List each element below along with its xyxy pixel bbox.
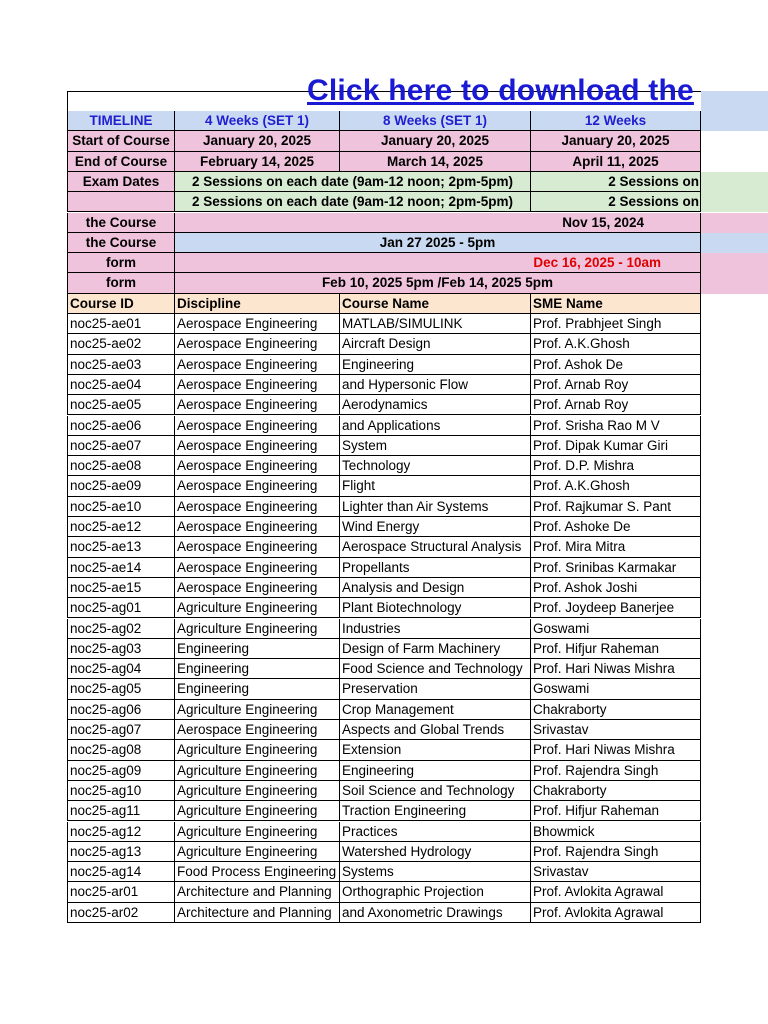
cell-sme-name: Prof. A.K.Ghosh [531,476,701,496]
exam2-sessions-4-8: 2 Sessions on each date (9am-12 noon; 2pm-5pm) [175,192,531,212]
table-row [67,842,701,862]
timeline-overflow-fill [701,111,768,131]
table-row [67,537,701,557]
timeline-4weeks: 4 Weeks (SET 1) [175,111,340,131]
end-label: End of Course [67,152,175,172]
table-row [67,456,701,476]
column-header-row [67,294,701,314]
cell-sme-name: Srivastav [531,862,701,882]
cell-sme-name: Prof. Avlokita Agrawal [531,903,701,923]
cell-sme-name: Prof. Ashok De [531,355,701,375]
cell-discipline: Aerospace Engineering [175,517,340,537]
course-deadline-row-2 [67,233,701,253]
cell-discipline: Aerospace Engineering [175,314,340,334]
cell-course-name: Analysis and Design [340,578,531,598]
exam-overflow-fill [701,172,768,192]
course1-label: the Course [67,213,175,233]
exam2-label [67,192,175,212]
cell-sme-name: Bhowmick [531,822,701,842]
cell-course-id: noc25-ag12 [67,822,175,842]
cell-sme-name: Prof. Srisha Rao M V [531,416,701,436]
exam2-sessions-12: 2 Sessions on [531,192,701,212]
cell-course-id: noc25-ag05 [67,679,175,699]
table-row [67,598,701,618]
course2-label: the Course [67,233,175,253]
cell-discipline: Aerospace Engineering [175,456,340,476]
exam-sessions-12: 2 Sessions on [531,172,701,192]
cell-sme-name: Prof. Hari Niwas Mishra [531,740,701,760]
course1-date: Nov 15, 2024 [175,213,701,233]
cell-course-name: Watershed Hydrology [340,842,531,862]
table-row [67,903,701,923]
cell-discipline: Agriculture Engineering [175,740,340,760]
cell-sme-name: Prof. Rajendra Singh [531,761,701,781]
cell-course-id: noc25-ae03 [67,355,175,375]
cell-discipline: Agriculture Engineering [175,801,340,821]
end-12weeks: April 11, 2025 [531,152,701,172]
course2-overflow-fill [701,233,768,253]
course2-date: Jan 27 2025 - 5pm [175,233,701,253]
cell-discipline: Agriculture Engineering [175,781,340,801]
cell-sme-name: Prof. Ashok Joshi [531,578,701,598]
cell-course-id: noc25-ag03 [67,639,175,659]
cell-sme-name: Prof. A.K.Ghosh [531,334,701,354]
cell-course-id: noc25-ag08 [67,740,175,760]
cell-course-name: Aerodynamics [340,395,531,415]
table-row [67,659,701,679]
timeline-row [67,111,701,131]
table-row [67,476,701,496]
cell-sme-name: Prof. Arnab Roy [531,375,701,395]
cell-course-id: noc25-ae10 [67,497,175,517]
cell-course-name: Food Science and Technology [340,659,531,679]
cell-course-name: Technology [340,456,531,476]
cell-discipline: Aerospace Engineering [175,334,340,354]
cell-course-name: Preservation [340,679,531,699]
table-row [67,416,701,436]
table-row [67,720,701,740]
cell-discipline: Aerospace Engineering [175,558,340,578]
cell-course-id: noc25-ag02 [67,619,175,639]
cell-discipline: Aerospace Engineering [175,578,340,598]
cell-sme-name: Prof. Arnab Roy [531,395,701,415]
table-row [67,497,701,517]
cell-course-name: Aircraft Design [340,334,531,354]
cell-course-name: Aerospace Structural Analysis [340,537,531,557]
cell-course-id: noc25-ag14 [67,862,175,882]
cell-sme-name: Prof. Ashoke De [531,517,701,537]
cell-course-id: noc25-ae01 [67,314,175,334]
cell-course-id: noc25-ae13 [67,537,175,557]
banner-blue-fill [701,91,768,111]
cell-course-name: and Applications [340,416,531,436]
cell-sme-name: Srivastav [531,720,701,740]
cell-discipline: Aerospace Engineering [175,355,340,375]
form1-label: form [67,253,175,273]
cell-sme-name: Chakraborty [531,781,701,801]
cell-discipline: Engineering [175,639,340,659]
cell-course-name: Engineering [340,761,531,781]
cell-discipline: Agriculture Engineering [175,842,340,862]
cell-sme-name: Prof. D.P. Mishra [531,456,701,476]
table-row [67,355,701,375]
cell-discipline: Food Process Engineering [175,862,340,882]
start-label: Start of Course [67,131,175,151]
table-row [67,882,701,902]
cell-discipline: Aerospace Engineering [175,720,340,740]
cell-course-id: noc25-ag06 [67,700,175,720]
cell-course-name: Engineering [340,355,531,375]
cell-course-id: noc25-ae06 [67,416,175,436]
table-row [67,517,701,537]
cell-course-name: Soil Science and Technology [340,781,531,801]
cell-sme-name: Prof. Mira Mitra [531,537,701,557]
table-row [67,781,701,801]
cell-course-name: Practices [340,822,531,842]
cell-sme-name: Prof. Dipak Kumar Giri [531,436,701,456]
cell-discipline: Agriculture Engineering [175,700,340,720]
cell-course-name: Plant Biotechnology [340,598,531,618]
end-8weeks: March 14, 2025 [340,152,531,172]
form2-overflow-fill [701,273,768,293]
cell-sme-name: Prof. Hifjur Raheman [531,801,701,821]
col-course-name: Course Name [340,294,531,314]
cell-discipline: Aerospace Engineering [175,476,340,496]
table-row [67,375,701,395]
cell-course-id: noc25-ae07 [67,436,175,456]
cell-course-name: Traction Engineering [340,801,531,821]
table-row [67,436,701,456]
cell-course-name: Industries [340,619,531,639]
table-row [67,578,701,598]
cell-discipline: Agriculture Engineering [175,822,340,842]
cell-discipline: Aerospace Engineering [175,416,340,436]
cell-course-id: noc25-ag07 [67,720,175,740]
start-4weeks: January 20, 2025 [175,131,340,151]
cell-course-id: noc25-ae15 [67,578,175,598]
cell-course-name: System [340,436,531,456]
cell-discipline: Aerospace Engineering [175,375,340,395]
end-4weeks: February 14, 2025 [175,152,340,172]
cell-course-name: MATLAB/SIMULINK [340,314,531,334]
table-row [67,314,701,334]
table-row [67,619,701,639]
cell-course-id: noc25-ag01 [67,598,175,618]
cell-sme-name: Prof. Rajkumar S. Pant [531,497,701,517]
timeline-12weeks: 12 Weeks [531,111,701,131]
cell-course-name: Flight [340,476,531,496]
cell-course-name: Lighter than Air Systems [340,497,531,517]
cell-course-id: noc25-ag13 [67,842,175,862]
table-row [67,395,701,415]
table-row [67,740,701,760]
form1-date: Dec 16, 2025 - 10am [175,253,701,273]
table-row [67,639,701,659]
cell-course-name: Systems [340,862,531,882]
form1-overflow-fill [701,253,768,273]
cell-sme-name: Prof. Rajendra Singh [531,842,701,862]
cell-course-name: and Axonometric Drawings [340,903,531,923]
cell-sme-name: Chakraborty [531,700,701,720]
form2-date: Feb 10, 2025 5pm /Feb 14, 2025 5pm [175,273,701,293]
cell-course-id: noc25-ae08 [67,456,175,476]
cell-discipline: Aerospace Engineering [175,395,340,415]
cell-course-id: noc25-ag09 [67,761,175,781]
col-sme-name: SME Name [531,294,701,314]
cell-course-id: noc25-ag04 [67,659,175,679]
cell-sme-name: Goswami [531,679,701,699]
cell-course-id: noc25-ag10 [67,781,175,801]
cell-discipline: Engineering [175,659,340,679]
cell-discipline: Agriculture Engineering [175,619,340,639]
cell-discipline: Aerospace Engineering [175,537,340,557]
cell-course-name: Orthographic Projection [340,882,531,902]
course1-overflow-fill [701,213,768,233]
cell-course-id: noc25-ae09 [67,476,175,496]
cell-discipline: Architecture and Planning [175,882,340,902]
cell-course-name: Design of Farm Machinery [340,639,531,659]
col-course-id: Course ID [67,294,175,314]
download-banner [67,74,768,111]
table-row [67,801,701,821]
cell-course-id: noc25-ar01 [67,882,175,902]
exam-label: Exam Dates [67,172,175,192]
cell-course-id: noc25-ae02 [67,334,175,354]
table-row [67,761,701,781]
cell-course-name: Wind Energy [340,517,531,537]
cell-sme-name: Prof. Avlokita Agrawal [531,882,701,902]
cell-course-id: noc25-ae05 [67,395,175,415]
cell-course-id: noc25-ae14 [67,558,175,578]
cell-course-name: and Hypersonic Flow [340,375,531,395]
col-discipline: Discipline [175,294,340,314]
form2-label: form [67,273,175,293]
table-row [67,822,701,842]
timeline-8weeks: 8 Weeks (SET 1) [340,111,531,131]
start-8weeks: January 20, 2025 [340,131,531,151]
cell-discipline: Architecture and Planning [175,903,340,923]
cell-course-id: noc25-ae04 [67,375,175,395]
cell-sme-name: Prof. Prabhjeet Singh [531,314,701,334]
cell-sme-name: Prof. Srinibas Karmakar [531,558,701,578]
table-row [67,700,701,720]
cell-course-id: noc25-ag11 [67,801,175,821]
cell-course-id: noc25-ar02 [67,903,175,923]
cell-course-name: Crop Management [340,700,531,720]
exam-sessions-4-8: 2 Sessions on each date (9am-12 noon; 2pm-5pm) [175,172,531,192]
table-row [67,862,701,882]
end-row [67,152,701,172]
cell-course-name: Aspects and Global Trends [340,720,531,740]
download-link[interactable]: Click here to download the [307,74,694,107]
cell-sme-name: Goswami [531,619,701,639]
exam2-overflow-fill [701,192,768,212]
exam-row [67,172,701,192]
cell-discipline: Agriculture Engineering [175,598,340,618]
table-row [67,334,701,354]
start-12weeks: January 20, 2025 [531,131,701,151]
cell-discipline: Aerospace Engineering [175,436,340,456]
course-deadline-row-1 [67,213,701,233]
cell-discipline: Engineering [175,679,340,699]
cell-sme-name: Prof. Hari Niwas Mishra [531,659,701,679]
cell-discipline: Aerospace Engineering [175,497,340,517]
cell-discipline: Agriculture Engineering [175,761,340,781]
timeline-label: TIMELINE [67,111,175,131]
cell-course-name: Propellants [340,558,531,578]
cell-course-id: noc25-ae12 [67,517,175,537]
form-row-1 [67,253,701,273]
cell-sme-name: Prof. Joydeep Banerjee [531,598,701,618]
start-row [67,131,701,151]
table-row [67,679,701,699]
cell-course-name: Extension [340,740,531,760]
table-row [67,558,701,578]
exam-row-2 [67,192,701,212]
cell-sme-name: Prof. Hifjur Raheman [531,639,701,659]
form-row-2 [67,273,701,293]
